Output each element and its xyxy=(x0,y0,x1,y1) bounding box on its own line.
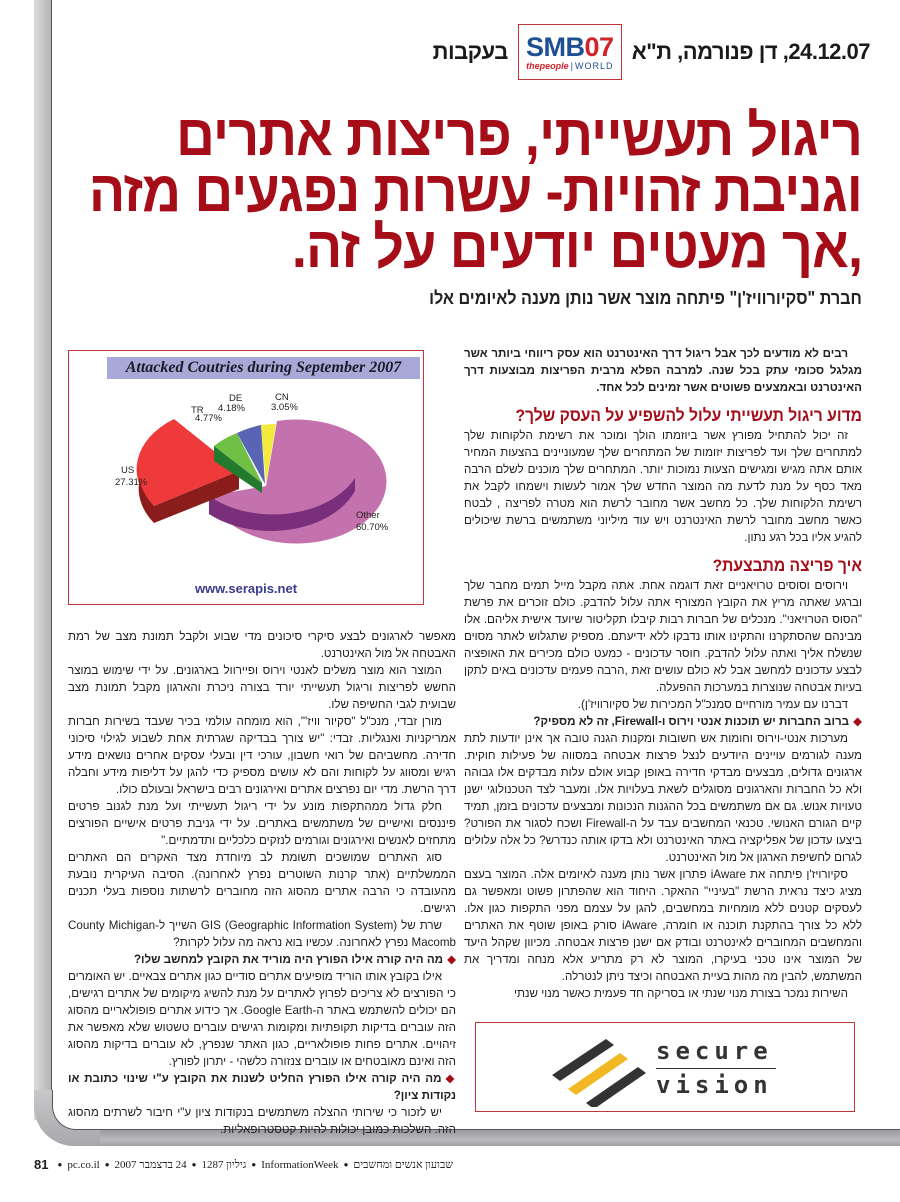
article-subtitle: חברת "סקיורוויז'ן" פיתחה מוצר אשר נותן מענה לאיומים אלו xyxy=(429,288,862,308)
footer-dot-icon: ● xyxy=(343,1160,349,1169)
label-tr: TR xyxy=(191,405,204,416)
logo-world-text: WORLD xyxy=(574,60,614,71)
diamond-bullet-icon: ◆ xyxy=(853,715,862,728)
title-line-3: ,אך מעטים יודעים על זה. xyxy=(291,215,862,280)
chart-title: Attacked Coutries during September 2007 xyxy=(107,357,420,379)
body-paragraph: מערכות אנטי-וירוס וחומות אש חשובות ומקנות הגנה טובה אך אינן יודעות לתת מענה לגורמים עויינים היודעים לנצל פרצות אבטחה במסווה של פעילות חוקית. ארגונים גדולים, מבצעים מבדקי חדירה באופן קבוע אולם עלות מבדקים אלו גבוהה ולא כל החברות והארגונים מסוגלים לשאת בעלויות אלו. ומעבר לצד הטכנולוגי ישנן טעויות אנוש. גם אם משתמשים בכל ההגנות הנכונות ומבצעים עדכונים בזמן, תמיד קיים הגורם האנושי. טכנאי המחשבים עבד על ה-Firewall ושכח לסגור את הפורט? ביצעו עדכון של אפליקציה באתר האינטרנט ולא בדקו אותה כנדרש? כל אלה עלולים לגרום לחשיפת הארגון אל מול האינטרנט. xyxy=(464,732,862,864)
logo-smb-text: SMB xyxy=(526,31,585,62)
chart-source: www.serapis.net xyxy=(194,581,298,596)
page-footer xyxy=(34,1157,453,1172)
footer-site: pc.co.il xyxy=(67,1158,100,1171)
pie-chart xyxy=(69,381,425,581)
diamond-bullet-icon: ◆ xyxy=(445,1072,456,1085)
event-header xyxy=(433,32,870,72)
ad-word-vision: vision xyxy=(656,1071,773,1099)
logo-year-text: 07 xyxy=(584,31,614,62)
section-heading-why: מדוע ריגול תעשייתי עלול להשפיע על העסק שלך? xyxy=(515,406,862,425)
lead-paragraph: רבים לא מודעים לכך אבל ריגול דרך האינטרנט הוא עסק ריווחי ביותר אשר מגלגל סכומי עתק בכל שנה. למרבה הפלא מרבית הפריצות מבוצעות דרך האינטרנט ובאמצעים פשוטים אשר זמינים לכל אחד. xyxy=(464,347,862,394)
page-number: 81 xyxy=(34,1157,49,1172)
body-paragraph: זה יכול להתחיל מפורץ אשר ביוזמתו הולך ומוכר את רשימת הלקוחות שלך למתחרים שלך ועד לפריצות יזומות של המתחרים שלך שמעוניינים בהצעות המחיר אותם אתה מגיש ומגישים הצעות נמוכות יותר. המתחרים שלך מוכנים לשלם הרבה מאד כסף על מנת לדעת מה המוצר החדש שלך אמור לעשות וישמחו לקבל את רשימת הלקוחות שלך. כל מחשב אשר מחובר לרשת הוא מטרה לפריצה , לבטח כאשר מחשב מחובר לרשת האינטרנט ויש עוד מיליוני משתמשים ברשת שיכולים להגיע אליו בכל רגע נתון. xyxy=(464,429,862,544)
interview-question xyxy=(68,951,456,968)
footer-issue: גיליון 1287 xyxy=(201,1158,247,1171)
body-paragraph: סוג האתרים שמושכים תשומת לב מיוחדת מצד האקרים הם האתרים הממשלתיים (אתר קרנות השוטרים נפרץ לאחרונה). הסיבה העיקרית נובעת מהעובדה כי הרבה אתרים מהסוג הזה מחוברים לרשתות נוספות בעלי תכנים רגישים. xyxy=(68,851,456,915)
footer-dot-icon: ● xyxy=(104,1160,110,1169)
smb07-logo: SMB07 thepeople | WORLD xyxy=(518,24,622,80)
interview-question xyxy=(464,713,862,730)
secure-vision-ad xyxy=(475,1022,855,1112)
footer-dot-icon: ● xyxy=(191,1160,197,1169)
diamond-bullet-icon: ◆ xyxy=(447,953,456,966)
secure-vision-stripes-logo xyxy=(552,1031,648,1107)
label-other-pct: 60.70% xyxy=(356,522,389,533)
article-column-left xyxy=(68,628,456,1138)
label-tr-pct: 4.77% xyxy=(195,413,222,424)
attacked-countries-chart xyxy=(68,350,424,605)
label-de: DE xyxy=(229,393,243,404)
body-paragraph: סקיורויז'ן פיתחה את iAware פתרון אשר נותן מענה לאיומים אלה. המוצר בעצם מציג כיצד נראית הרשת "בעיניי" ההאקר. היחוד הוא שהפתרון פשוט ומאפשר גם לעסקים קטנים ללא מומחיות במחשבים, להגן על עצמם מפני התקפות כגון אלו. ללא כל צורך בהתקנת תוכנה או חומרה, iAware סורק באופן שוטף את האתרים והמחשבים המחוברים לאינטרנט ובודק אם ישנן פרצות אבטחה. מכיוון שקהל היעד של המוצר אינו טכני בעיקרו, המוצר לא רק מתריע אלא מנחה ומדריך את המשתמש, להבין מה מהות בעיית האבטחה וכיצד ניתן לנטרלה. xyxy=(464,868,863,983)
article-column-right xyxy=(464,345,862,1002)
footer-date: 24 בדצמבר 2007 xyxy=(114,1158,187,1171)
label-other: Other xyxy=(356,510,380,521)
question-text: ברוב החברות יש תוכנות אנטי וירוס ו-Firewall, זה לא מספיק? xyxy=(533,715,850,728)
body-paragraph: חלק גדול ממהתקפות מונע על ידי ריגול תעשייתי ועל מנת לגנוב פרטים פיננסים ואישיים של משתמשים באתרים. על ידי גניבת פרטים אישיים הפורצים מתחזים לאנשים ואירגונים וגורמים לנזקים כלכליים ותדמתיים." xyxy=(68,800,456,847)
section-heading-how: איך פריצה מתבצעת? xyxy=(712,556,862,575)
secure-vision-wordmark xyxy=(656,1037,776,1101)
header-event-details: 24.12.07, דן פנורמה, ת"א xyxy=(631,39,870,64)
body-paragraph: מורן זבדי, מנכ"ל "סקיור וויז'", הוא מומחה עולמי בכיר שעבד בשירות חברות אמריקניות ואנגליות. זבדי: "יש צורך בבדיקה שגרתית אחת לשבוע לגילוי סיכוני חדירה. מחשביהם של רואי חשבון, עורכי דין ובעלי עסקים אחרים נושאים מידע רגיש ומסווג על לקוחות והם לא עושים מספיק כדי להגן על דליפות מידע וחבלה דרך הרשת. מדי יום נפרצים אתרים ואירגונים רבים בישראל ובעולם כולו. xyxy=(68,715,456,796)
label-cn: CN xyxy=(275,392,289,403)
interview-question xyxy=(68,1070,456,1104)
body-paragraph: שרת של GIS (Geographic Information System) השייך ל-County Michigan Macomb נפרץ לאחרונה. עכשיו בוא נראה מה עלול לקרות? xyxy=(68,919,456,949)
title-line-1: ריגול תעשייתי, פריצות אתרים xyxy=(176,103,862,168)
body-paragraph: מאפשר לארגונים לבצע סיקרי סיכונים מדי שבוע ולקבל תמונת מצב של רמת האבטחה אל מול האינטרנט. xyxy=(68,630,456,660)
article-title xyxy=(88,103,862,280)
title-line-2: וגניבת זהויות- עשרות נפגעים מזה xyxy=(88,159,862,224)
label-us: US xyxy=(121,465,135,476)
footer-dot-icon: ● xyxy=(251,1160,257,1169)
body-paragraph: יש לזכור כי שירותי ההצלה משתמשים בנקודות ציון ע"י חיבור לשרתים מהסוג הזה. השלכות כמובן יכולות להיות קטסטרופאליות. xyxy=(68,1106,456,1136)
logo-people-text: thepeople xyxy=(526,60,569,71)
label-de-pct: 4.18% xyxy=(218,403,245,414)
question-text: מה היה קורה אילו הפורץ היה מוריד את הקובץ למחשב שלו? xyxy=(133,953,444,966)
ad-word-secure: secure xyxy=(656,1037,776,1069)
body-paragraph: דברנו עם עמיר מורחיים סמנכ"ל המכירות של סקיורוויז'ן). xyxy=(577,698,848,711)
footer-brand: InformationWeek xyxy=(261,1158,339,1171)
body-paragraph: אילו בקובץ אותו הוריד מופיעים אתרים סודיים כגון אתרים צבאיים. יש האומרים כי הפורצים לא צריכים לפרוץ לאתרים על מנת להשיג מיקומים של אתרים רגישים, הם יכולים להשתמש באתר ה-Google Earth. אך כידוע אתרים פופולאריים מהסוג הזה עוברים בדיקות תקופתיות ומקומות רגישים עוברים טשטוש שלא מאפשר את זיהויים. אתרים פחות פופולאריים, כגון האתר שנפרץ, לא עוברים בדיקות מהסוג הזה ואינם מאובטחים או עוברים צנזורה כלשהי - יתרון לפורץ. xyxy=(68,970,456,1068)
body-paragraph: וירוסים וסוסים טרויאניים זאת דוגמה אחת. אתה מקבל מייל תמים מחבר שלך וברגע שאתה מריץ את הקובץ המצורף אתה עלול להדבק. כולם זוכרים את פרשת "הסוס הטרויאני". מנכלים של חברות רבות קיבלו תקליטור שיועד אישית אליהם. אלו מבינהם שהסתקרנו והתקינו אותו נדבקו ללא ידיעתם. מספיק שתגלוש לאתר מסוים שנשלח אליך ואתה עלול להדבק. חוסר עדכונים - כמעט כולם מכירים את האופציה לבצע עדכונים למחשב אבל לא כולם עושים זאת ,הרבה פעמים עדכונים באים לתקן בעיות אבטחה שנוצרות במערכות ההפעלה. xyxy=(464,579,862,694)
label-cn-pct: 3.05% xyxy=(271,402,298,413)
footer-dot-icon: ● xyxy=(57,1160,63,1169)
question-text: מה היה קורה אילו הפורץ החליט לשנות את הקובץ ע"י שינוי כתובת או נקודות ציון? xyxy=(68,1072,456,1102)
footer-publication: שבועון אנשים ומחשבים xyxy=(353,1158,454,1171)
body-paragraph: השירות נמכר בצורת מנוי שנתי או בסריקה חד פעמית כאשר מנוי שנתי xyxy=(514,987,848,1000)
page-frame-left-bar xyxy=(34,0,52,1120)
label-us-pct: 27.31% xyxy=(115,477,148,488)
header-label: בעקבות xyxy=(432,39,508,64)
body-paragraph: המוצר הוא מוצר משלים לאנטי וירוס ופיירוול בארגונים. על ידי שימוש במוצר החשש לפריצות וריגול תעשייתי יורד בצורה ניכרת והארגון מקבל תמונת מצב שבועית לגבי החשיפה שלו. xyxy=(68,664,456,711)
